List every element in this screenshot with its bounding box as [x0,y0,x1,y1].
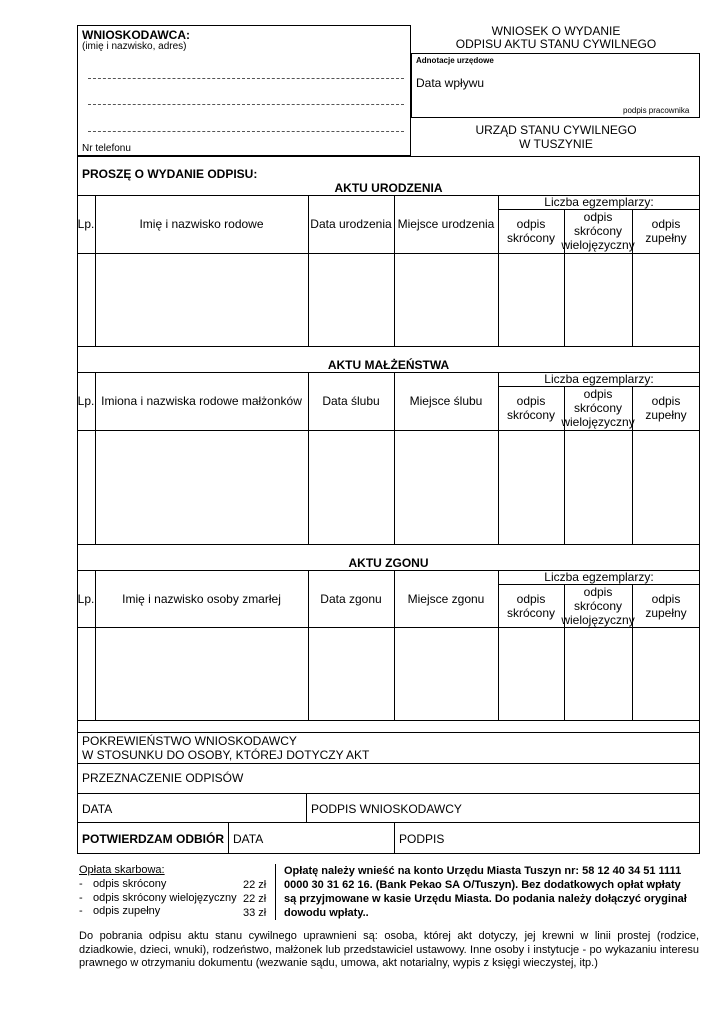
death-date-header: Data zgonu [320,591,382,606]
relation-field[interactable] [82,734,692,762]
confirm-date-field[interactable]: DATA [233,832,264,846]
marriage-section-title: AKTU MAŁŻEŃSTWA [327,358,450,372]
request-title: PROSZĘ O WYDANIE ODPISU: [82,167,258,181]
fee-item-full: - odpis zupełny [79,905,161,917]
fee-item-short: - odpis skrócony [79,878,167,890]
birth-lp-header: Lp. [77,217,95,231]
applicant-signature-field[interactable]: PODPIS WNIOSKODAWCY [311,802,462,816]
marriage-copies-header: Liczba egzemplarzy: [544,372,654,386]
fee-multi-label: odpis skrócony wielojęzyczny [93,892,237,904]
marriage-place-header: Miejsce ślubu [409,394,483,408]
date-field[interactable]: DATA [82,802,113,816]
fee-full-amount: 33 zł [243,907,267,919]
birth-copies-header: Liczba egzemplarzy: [544,195,654,209]
fee-item-multi: - odpis skrócony wielojęzyczny [79,892,237,904]
death-name-header: Imię i nazwisko osoby zmarłej [122,591,281,606]
birth-name-header: Imię i nazwisko rodowe [139,217,264,231]
marriage-full-header: odpis zupełny [645,394,687,422]
phone-label: Nr telefonu [82,143,131,154]
applicant-line-1[interactable] [88,78,404,79]
applicant-title: WNIOSKODAWCA: [82,28,190,42]
birth-entry-row[interactable] [95,254,700,346]
marriage-date-header: Data ślubu [322,394,380,408]
death-section-title: AKTU ZGONU [348,556,429,570]
death-short-header: odpis skrócony [506,591,556,620]
birth-multi-header: odpis skrócony wielojęzyczny [561,210,635,252]
form-title-line1: WNIOSEK O WYDANIE [491,24,621,38]
birth-short-header: odpis skrócony [506,217,556,245]
death-lp-header: Lp. [77,591,95,606]
fee-full-label: odpis zupełny [93,905,161,917]
office-name [412,123,700,151]
form-title-line2: ODPISU AKTU STANU CYWILNEGO [455,37,657,51]
employee-signature-label: podpis pracownika [623,106,690,115]
marriage-entry-row[interactable] [95,431,700,544]
death-entry-row[interactable] [95,628,700,720]
fee-multi-amount: 22 zł [243,893,267,905]
date-received-label: Data wpływu [416,76,485,90]
marriage-name-header: Imiona i nazwiska rodowe małżonków [101,394,302,408]
death-multi-header: odpis skrócony wielojęzyczny [561,584,635,627]
applicant-line-2[interactable] [88,104,404,105]
annotations-label: Adnotacje urzędowe [416,56,494,65]
marriage-lp-header: Lp. [77,394,95,408]
fee-short-amount: 22 zł [243,879,267,891]
relation-line1: POKREWIEŃSTWO WNIOSKODAWCY [82,734,297,748]
birth-section-title: AKTU URODZENIA [334,181,443,195]
birth-full-header: odpis zupełny [645,217,687,245]
form-title [412,25,700,51]
office-line1: URZĄD STANU CYWILNEGO [475,123,637,137]
death-full-header: odpis zupełny [645,591,687,620]
relation-line2: W STOSUNKU DO OSOBY, KTÓREJ DOTYCZY AKT [82,748,370,762]
marriage-multi-header: odpis skrócony wielojęzyczny [561,387,635,429]
office-line2: W TUSZYNIE [519,137,593,151]
purpose-field[interactable]: PRZEZNACZENIE ODPISÓW [82,771,244,785]
death-place-header: Miejsce zgonu [407,591,485,606]
applicant-line-3[interactable] [88,131,404,132]
eligibility-note: Do pobrania odpisu aktu stanu cywilnego uprawnieni są: osoba, której akt dotyczy, jej krewni w linii prostej (rodzice, dziadkowie, dzieci, wnuki), rodzeństwo, małżonek lub przedstawiciel ustawowy. Inne osoby i instytucje - po wykazaniu interesu prawnego w otrzymaniu dokumentu (wezwanie sądu, umowa, akt notarialny, wypis z księgi wieczystej, itp.) [79,930,699,969]
birth-place-header: Miejsce urodzenia [397,217,495,231]
birth-date-header: Data urodzenia [310,217,392,231]
applicant-subtitle: (imię i nazwisko, adres) [82,41,187,52]
death-copies-header: Liczba egzemplarzy: [544,570,654,584]
marriage-short-header: odpis skrócony [506,394,556,422]
fee-short-label: odpis skrócony [93,878,167,890]
payment-info: Opłatę należy wnieść na konto Urzędu Miasta Tuszyn nr: 58 12 40 34 51 1111 0000 30 31 62 16. (Bank Pekao SA O/Tuszyn). Bez dodatkowych opłat wpłaty są przyjmowane w kasie Urzędu Miasta. Do podania należy dołączyć oryginał dowodu wpłaty.. [284,865,687,919]
confirm-signature-field[interactable]: PODPIS [399,832,445,846]
fees-title: Opłata skarbowa: [79,864,165,876]
confirm-receipt-label: POTWIERDZAM ODBIÓR [82,832,224,846]
